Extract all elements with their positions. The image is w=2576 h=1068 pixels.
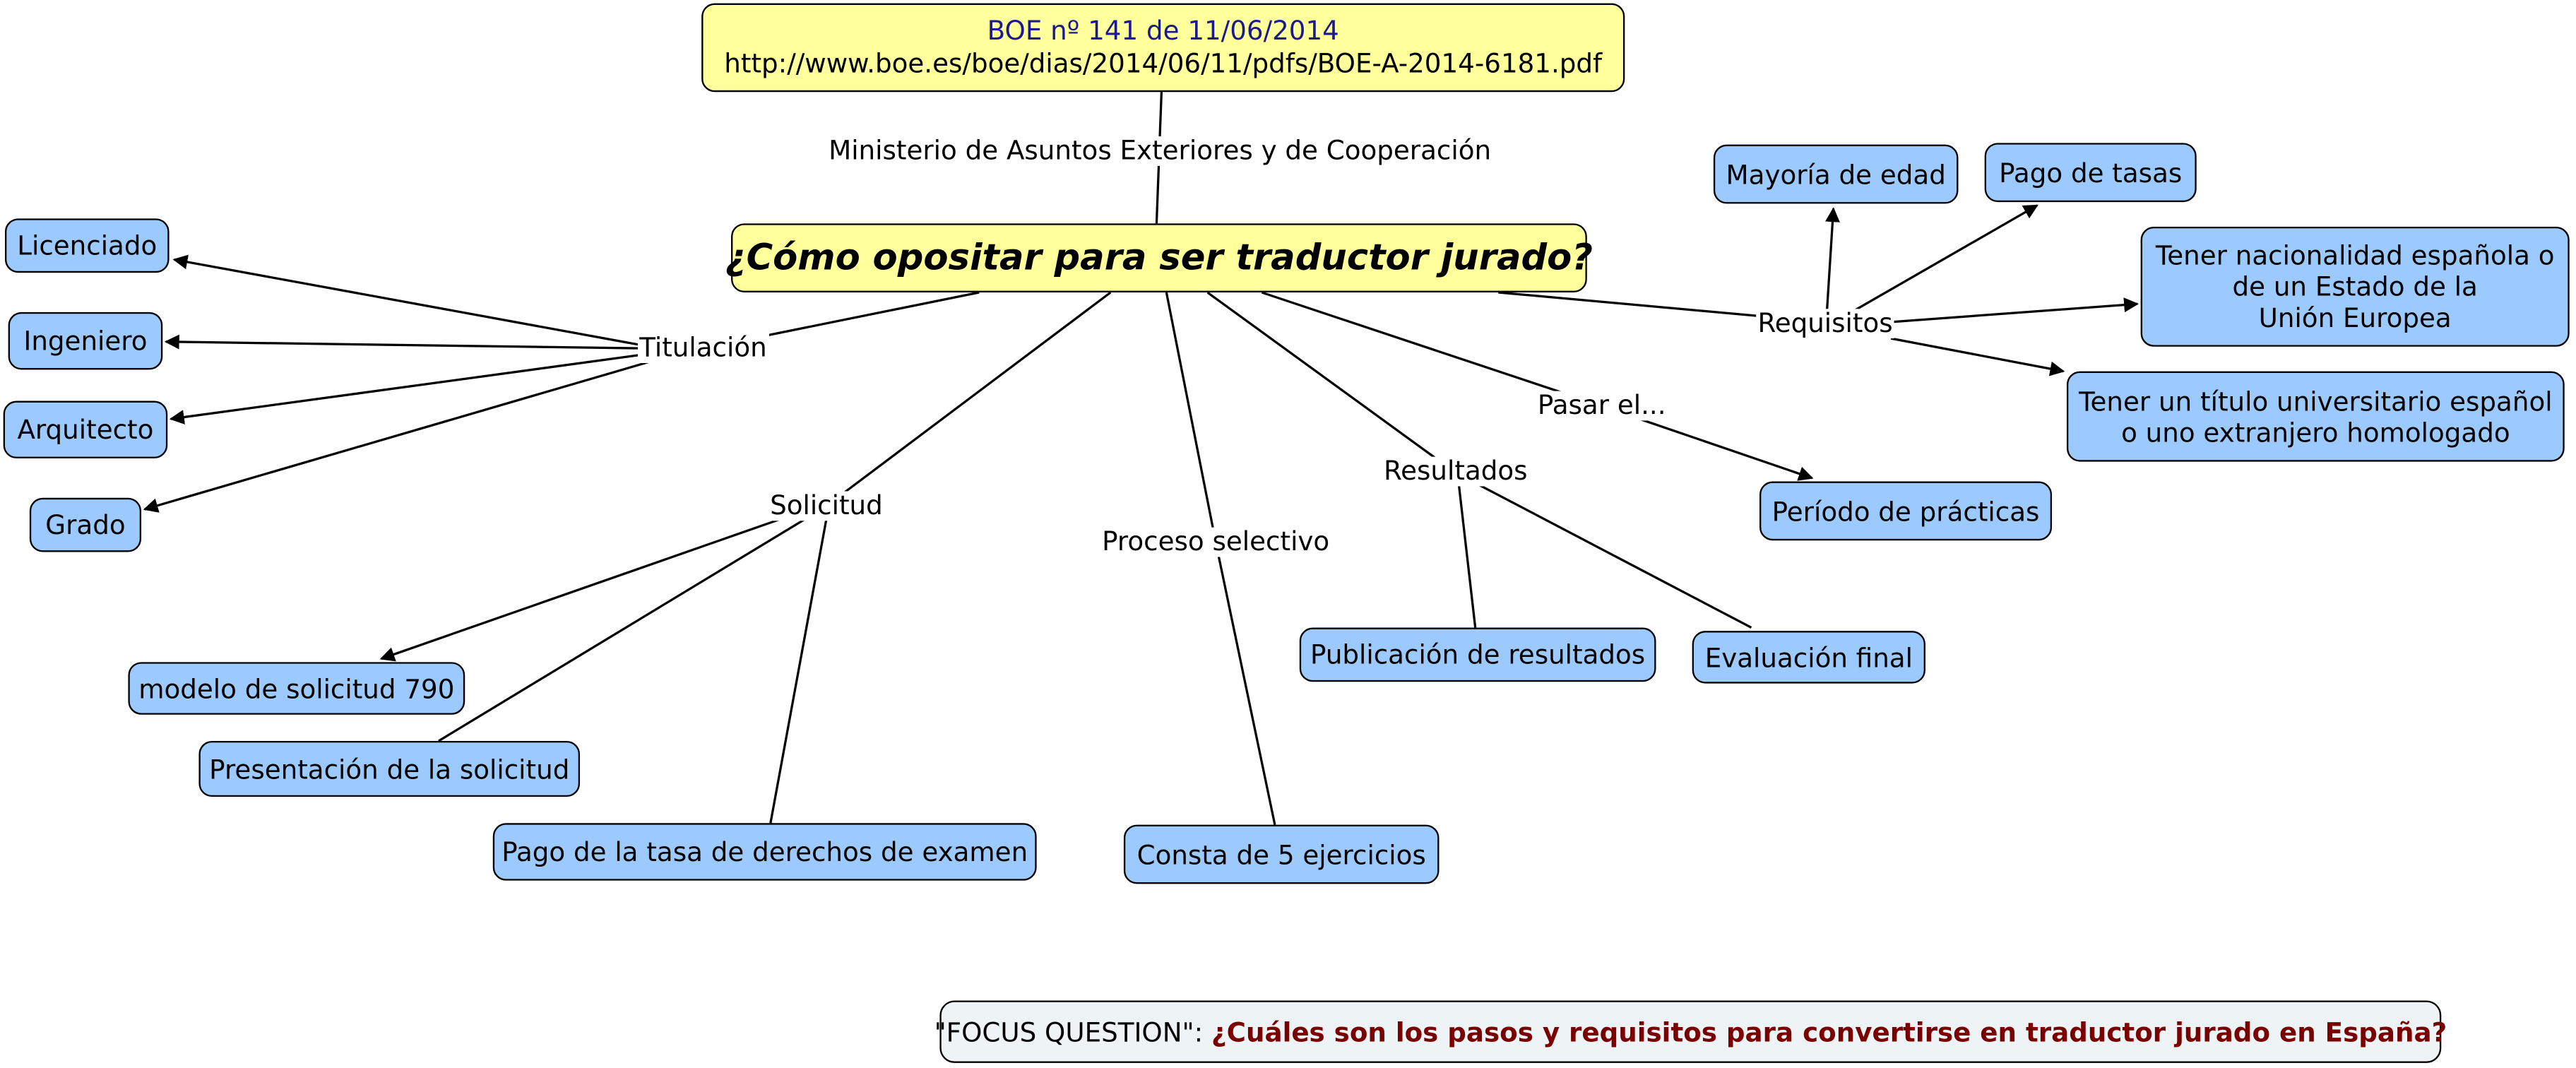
focus-question-label: "FOCUS QUESTION": bbox=[934, 1016, 1204, 1048]
concept-tasas-label: Pago de tasas bbox=[1999, 157, 2183, 189]
boe-reference-node[interactable] bbox=[701, 4, 1625, 93]
concept-modelo-790[interactable] bbox=[128, 662, 465, 714]
concept-nacionalidad-line1: Tener nacionalidad española o bbox=[2155, 239, 2555, 271]
concept-evaluacion-label: Evaluación final bbox=[1704, 641, 1913, 673]
arrow-requisitos-titulo bbox=[1891, 338, 2063, 372]
focus-question-box bbox=[934, 1000, 2447, 1062]
arrow-requisitos-mayoria bbox=[1827, 208, 1833, 312]
arrow-titulacion-arquitecto bbox=[171, 355, 641, 419]
concept-presentacion-label: Presentación de la solicitud bbox=[209, 753, 570, 785]
link-requisitos: Requisitos bbox=[1756, 309, 1894, 338]
concept-ejercicios-label: Consta de 5 ejercicios bbox=[1136, 838, 1426, 870]
concept-ingeniero-label: Ingeniero bbox=[23, 325, 148, 357]
concept-arquitecto[interactable] bbox=[4, 401, 168, 458]
concept-titulo-universitario[interactable] bbox=[2067, 372, 2565, 462]
arrow-solicitud-modelo bbox=[381, 519, 780, 659]
concept-pago-examen-label: Pago de la tasa de derechos de examen bbox=[501, 836, 1028, 868]
edge-main-resultados bbox=[1208, 292, 1454, 472]
concept-mayoria-de-edad[interactable] bbox=[1714, 145, 1959, 204]
focus-question-text: ¿Cuáles son los pasos y requisitos para convertirse en traductor jurado en España? bbox=[1211, 1016, 2447, 1048]
concept-pago-de-tasas[interactable] bbox=[1985, 143, 2197, 202]
main-question-text: ¿Cómo opositar para ser traductor jurado? bbox=[725, 237, 1593, 279]
concept-ingeniero[interactable] bbox=[8, 312, 163, 369]
edge-main-proceso bbox=[1166, 292, 1216, 542]
concept-nacionalidad-line3: Unión Europea bbox=[2258, 302, 2452, 334]
concept-modelo-label: modelo de solicitud 790 bbox=[138, 672, 455, 704]
boe-url[interactable]: http://www.boe.es/boe/dias/2014/06/11/pdfs/BOE-A-2014-6181.pdf bbox=[724, 47, 1603, 79]
concept-titulo-line2: o uno extranjero homologado bbox=[2121, 416, 2510, 448]
concept-arquitecto-label: Arquitecto bbox=[17, 414, 154, 446]
link-pasar: Pasar el... bbox=[1536, 391, 1668, 421]
arrow-titulacion-grado bbox=[145, 362, 651, 509]
concept-mayoria-label: Mayoría de edad bbox=[1726, 158, 1946, 190]
concept-5-ejercicios[interactable] bbox=[1124, 825, 1440, 884]
arrow-titulacion-licenciado bbox=[174, 259, 641, 345]
concept-licenciado[interactable] bbox=[5, 218, 170, 273]
concept-licenciado-label: Licenciado bbox=[17, 230, 158, 261]
arrow-requisitos-nacionalidad bbox=[1891, 304, 2137, 322]
concept-pago-tasa-examen[interactable] bbox=[493, 823, 1037, 880]
concept-periodo-de-practicas[interactable] bbox=[1759, 481, 2052, 540]
concept-evaluacion-final[interactable] bbox=[1692, 631, 1925, 683]
concept-publicacion-label: Publicación de resultados bbox=[1310, 639, 1646, 670]
concept-grado[interactable] bbox=[30, 498, 141, 552]
link-resultados: Resultados bbox=[1382, 457, 1529, 487]
link-titulacion: Titulación bbox=[638, 333, 768, 363]
edge-proceso-ejercicios bbox=[1216, 542, 1275, 825]
concept-presentacion-solicitud[interactable] bbox=[198, 741, 580, 797]
edge-main-solicitud bbox=[826, 292, 1110, 506]
concept-nacionalidad-line2: de un Estado de la bbox=[2232, 271, 2478, 302]
arrow-pasar-practicas bbox=[1634, 417, 1812, 478]
edge-solicitud-presentacion bbox=[439, 519, 805, 741]
arrow-requisitos-tasas bbox=[1851, 206, 2037, 312]
edge-resultados-publicacion bbox=[1459, 485, 1475, 627]
link-solicitud: Solicitud bbox=[768, 491, 884, 521]
boe-title: BOE nº 141 de 11/06/2014 bbox=[987, 14, 1339, 47]
link-proceso-selectivo: Proceso selectivo bbox=[1100, 528, 1331, 557]
concept-publicacion-resultados[interactable] bbox=[1300, 627, 1656, 682]
concept-grado-label: Grado bbox=[45, 509, 126, 541]
link-ministerio: Ministerio de Asuntos Exteriores y de Cooperación bbox=[827, 136, 1493, 166]
concept-nacionalidad[interactable] bbox=[2141, 227, 2570, 347]
arrow-titulacion-ingeniero bbox=[166, 342, 641, 348]
main-question-node[interactable] bbox=[725, 223, 1593, 292]
edge-resultados-evaluacion bbox=[1478, 485, 1751, 627]
concept-titulo-line1: Tener un título universitario español bbox=[2079, 385, 2553, 417]
concept-practicas-label: Período de prácticas bbox=[1771, 495, 2040, 527]
edge-solicitud-pago bbox=[771, 519, 826, 823]
